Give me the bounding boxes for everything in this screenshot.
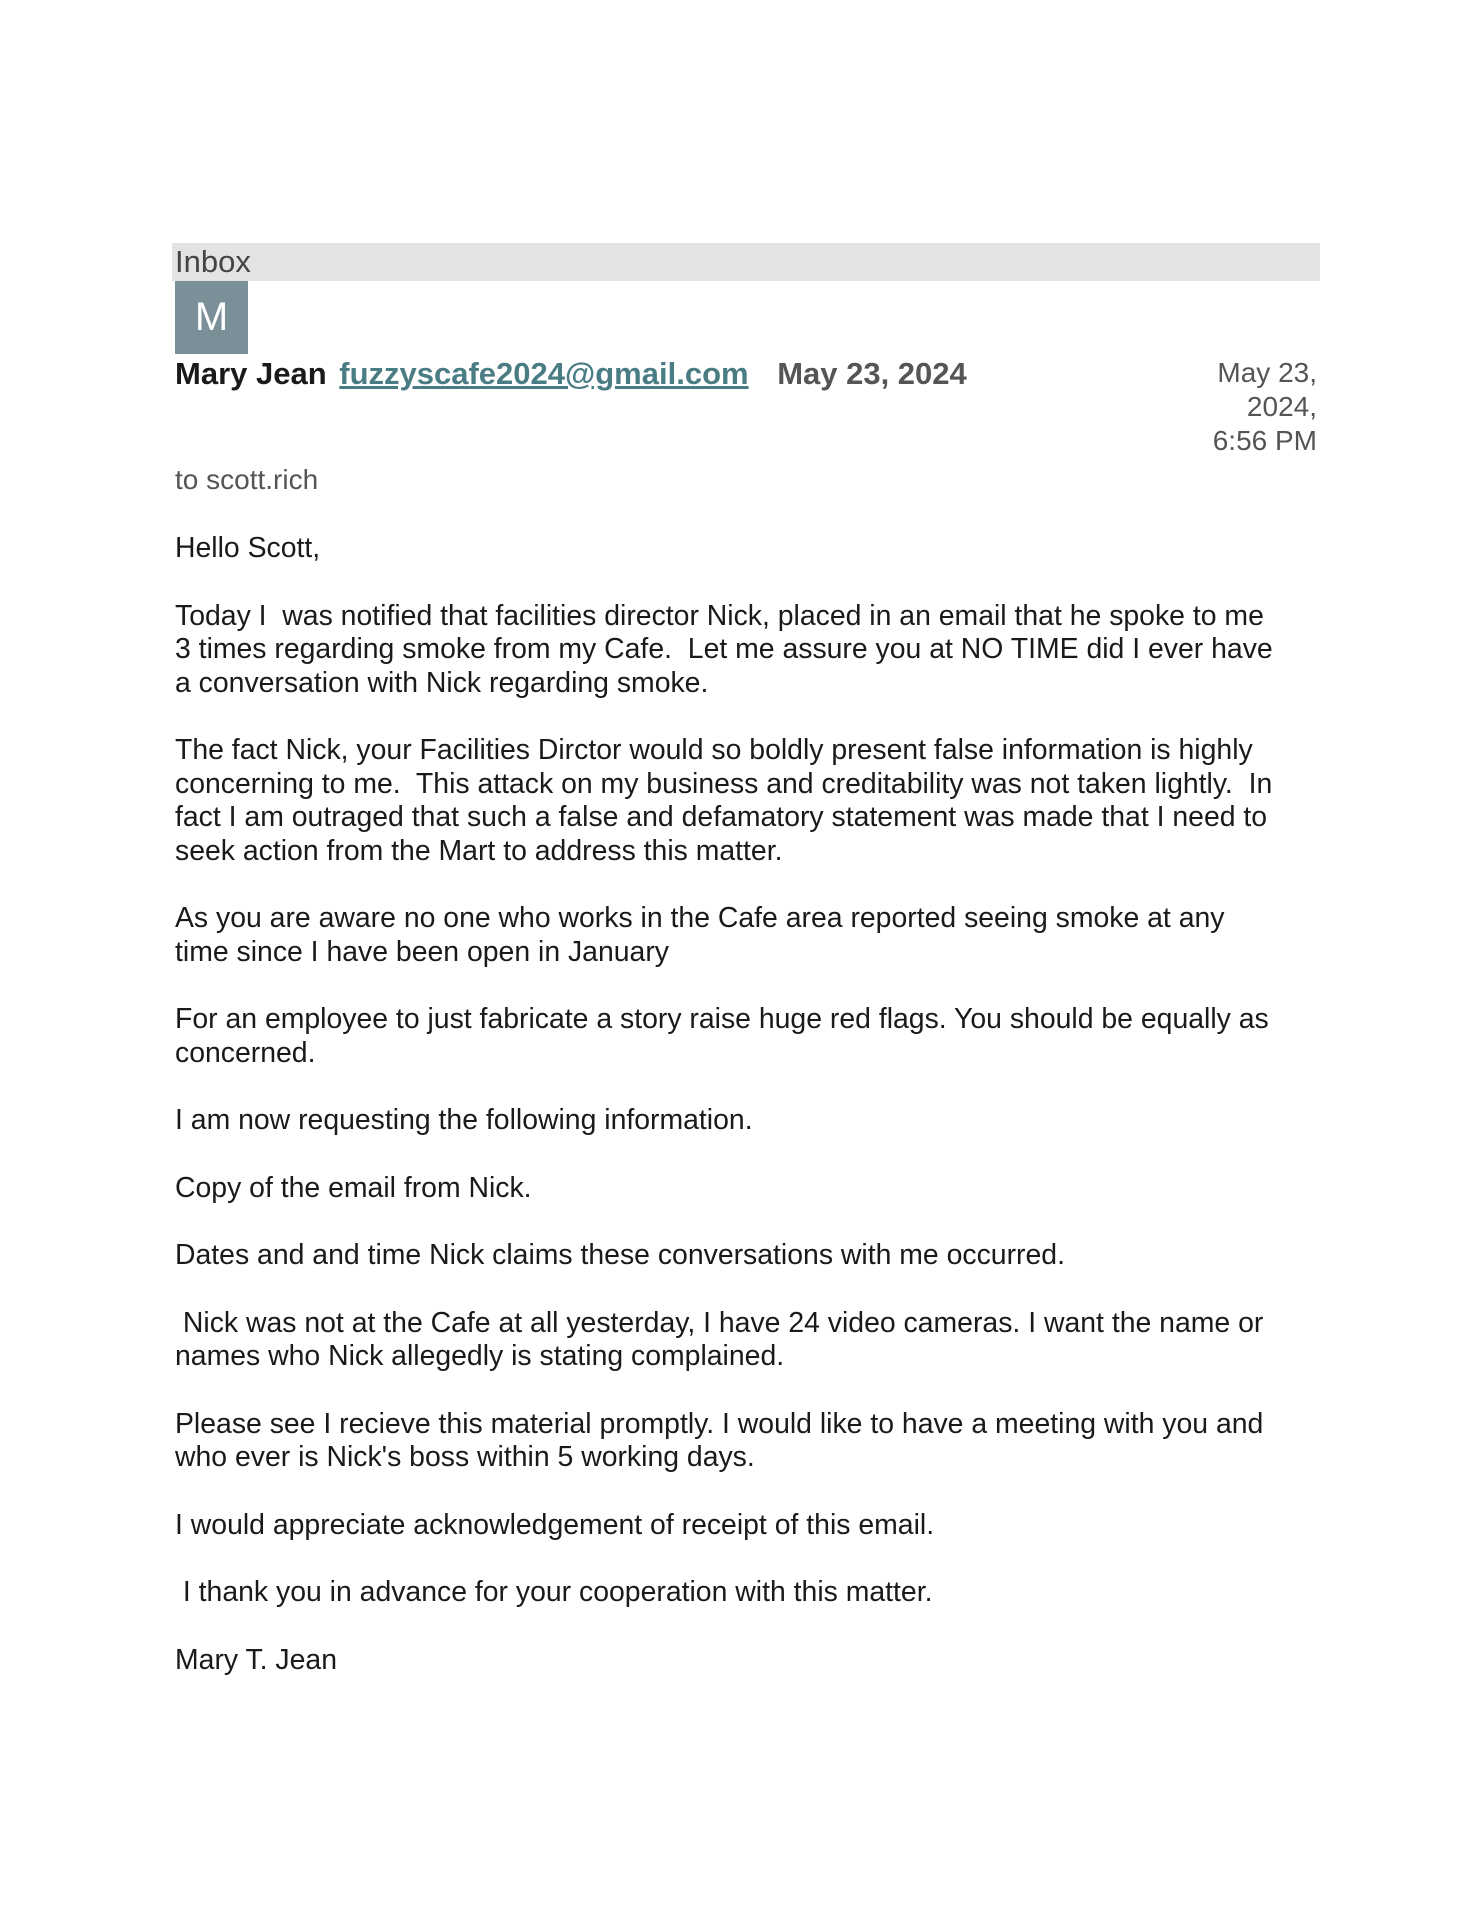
body-paragraph: I am now requesting the following information. — [175, 1104, 753, 1136]
body-paragraph: Please see I recieve this material promptly. I would like to have a meeting with you and who ever is Nick's boss within 5 working days. — [175, 1407, 1264, 1473]
message-timestamp: May 23, 2024, 6:56 PM — [1212, 357, 1317, 456]
inbox-header-bar — [172, 243, 1320, 281]
body-paragraph: I thank you in advance for your cooperation with this matter. — [175, 1576, 933, 1608]
message-date: May 23, 2024 — [777, 356, 967, 391]
body-paragraph: I would appreciate acknowledgement of receipt of this email. — [175, 1508, 935, 1541]
recipient-line: to scott.rich — [175, 464, 319, 495]
body-paragraph: Nick was not at the Cafe at all yesterday, I have 24 video cameras. I want the name or names who Nick allegedly is stating complained. — [175, 1306, 1264, 1372]
body-paragraph: As you are aware no one who works in the Cafe area reported seeing smoke at any time since I have been open in January — [175, 902, 1225, 968]
message-body — [175, 532, 1325, 1711]
body-paragraph: Dates and and time Nick claims these conversations with me occurred. — [175, 1239, 1065, 1271]
sender-email-link[interactable]: fuzzyscafe2024@gmail.com — [339, 356, 749, 391]
inbox-label[interactable]: Inbox — [175, 244, 251, 279]
signature: Mary T. Jean — [175, 1643, 337, 1676]
body-paragraph: The fact Nick, your Facilities Dirctor would so boldly present false information is highly concerning to me. This attack on my business and creditability was not taken lightly. In fact I am outraged that such a false and defamatory statement was made that I need to seek action from the Mart to address this matter. — [175, 734, 1273, 867]
body-paragraph: Copy of the email from Nick. — [175, 1171, 532, 1204]
body-paragraph: For an employee to just fabricate a story raise huge red flags. You should be equally as concerned. — [175, 1003, 1269, 1069]
body-greeting: Hello Scott, — [175, 532, 321, 564]
sender-name: Mary Jean — [175, 356, 327, 391]
avatar: M — [175, 281, 248, 354]
sender-line — [175, 354, 967, 394]
body-paragraph: Today I was notified that facilities director Nick, placed in an email that he spoke to me 3 times regarding smoke from my Cafe. Let me assure you at NO TIME did I ever have a conversation with Nick regarding smoke. — [175, 599, 1273, 699]
